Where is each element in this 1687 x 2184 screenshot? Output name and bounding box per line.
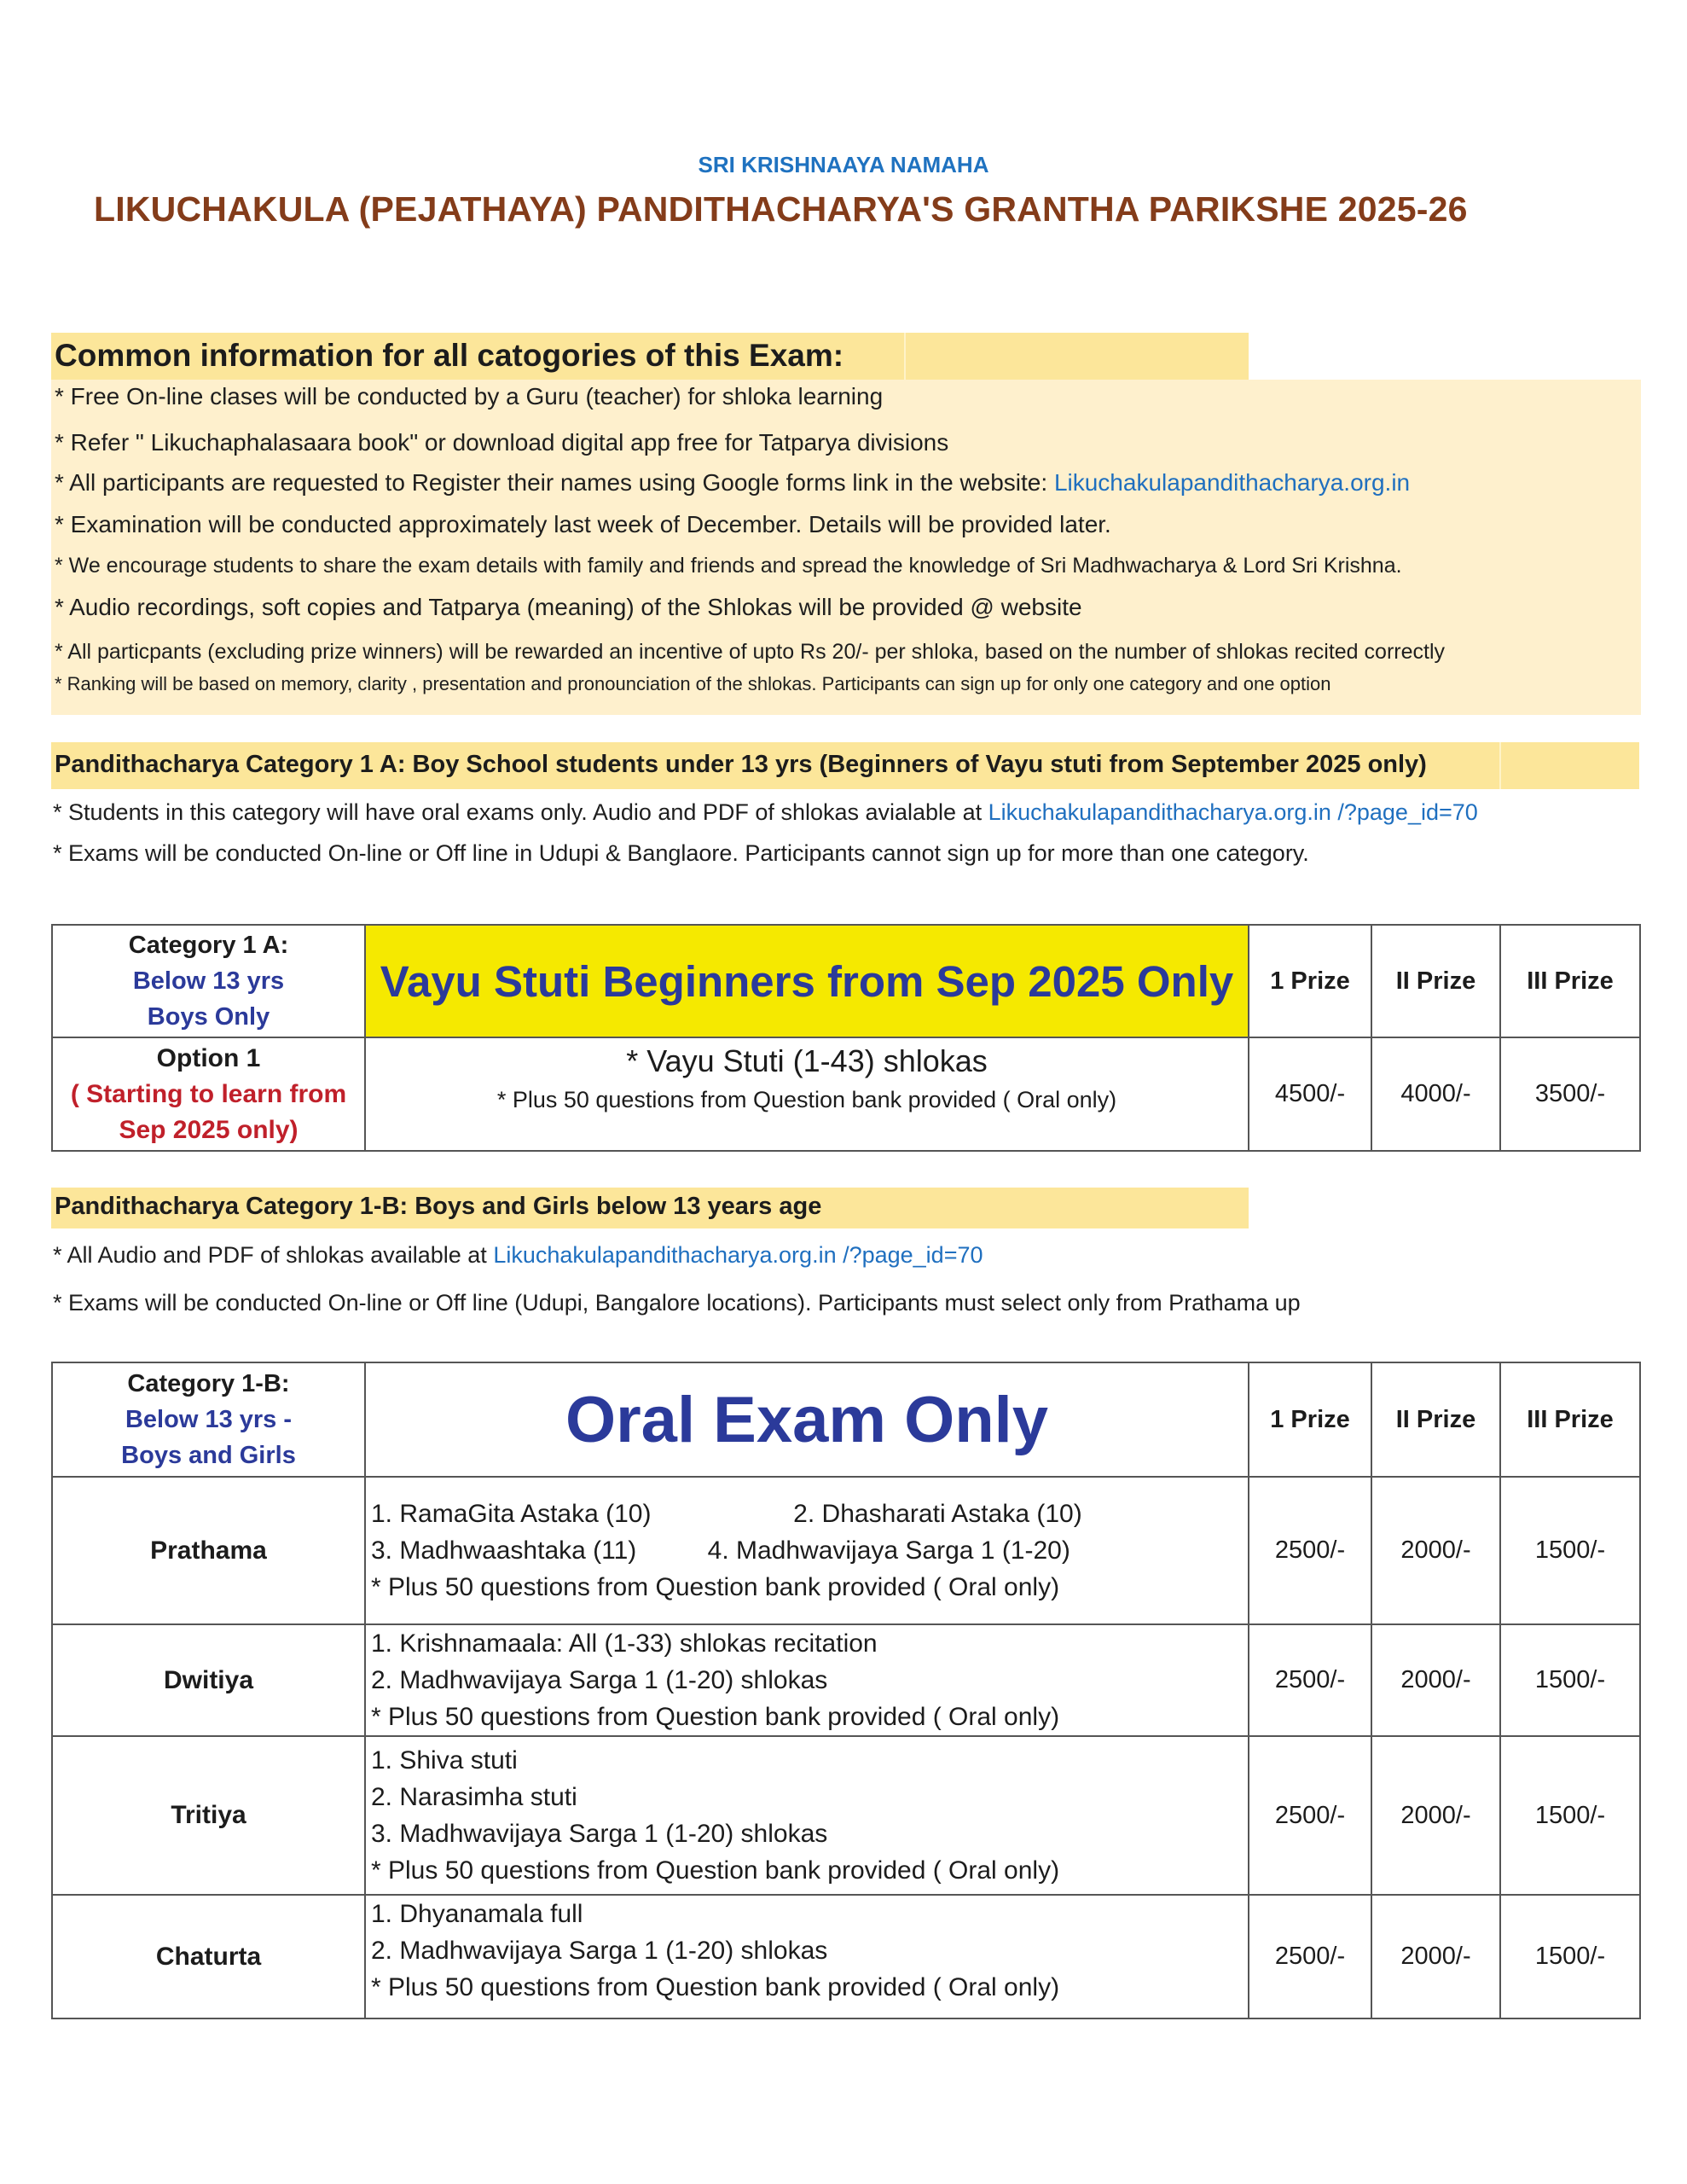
- category-1a-note: [53, 840, 1309, 867]
- level-name: Prathama: [52, 1477, 365, 1624]
- option-label: Option 1: [156, 1043, 261, 1072]
- info-item-text: * All particpants (excluding prize winners) will be rewarded an incentive of upto Rs 20/- per shloka, based on the number of shlokas recited correctly: [55, 640, 1445, 664]
- prize-value-3: 1500/-: [1500, 1736, 1640, 1895]
- prize-value-1: 4500/-: [1249, 1037, 1371, 1151]
- option-cell: [52, 1037, 365, 1151]
- content-cell: [365, 1624, 1249, 1736]
- category-label-cell: [52, 1362, 365, 1477]
- content-line: * Plus 50 questions from Question bank provided ( Oral only): [371, 1703, 1060, 1731]
- content-line: 1. Dhyanamala full: [371, 1900, 583, 1928]
- table-row: [52, 1037, 1640, 1151]
- prize-value-1: 2500/-: [1249, 1736, 1371, 1895]
- content-line: * Plus 50 questions from Question bank provided ( Oral only): [371, 1573, 1060, 1601]
- invocation-heading: SRI KRISHNAAYA NAMAHA: [698, 152, 989, 177]
- content-cell: [365, 1895, 1249, 2018]
- level-name: Tritiya: [52, 1736, 365, 1895]
- content-cell: [365, 1477, 1249, 1624]
- prize-value-1: 2500/-: [1249, 1895, 1371, 2018]
- category-1a-heading: Pandithacharya Category 1 A: Boy School students under 13 yrs (Beginners of Vayu stuti from September 2025 only): [55, 751, 1427, 778]
- info-item: [55, 383, 883, 410]
- content-cell: [365, 1736, 1249, 1895]
- page-title: LIKUCHAKULA (PEJATHAYA) PANDITHACHARYA'S GRANTHA PARIKSHE 2025-26: [94, 189, 1468, 229]
- note-text: * Exams will be conducted On-line or Off line in Udupi & Banglaore. Participants cannot sign up for more than one category.: [53, 840, 1309, 866]
- common-info-heading-bar: [51, 333, 1249, 380]
- category-1a-heading-bar: [51, 742, 1639, 789]
- category-1a-note: [53, 799, 1478, 826]
- gender-label: Boys Only: [147, 1003, 270, 1031]
- prize-header-3: III Prize: [1500, 925, 1640, 1037]
- prize-header-3: III Prize: [1500, 1362, 1640, 1477]
- info-item: [55, 673, 1330, 695]
- age-label: Below 13 yrs -: [125, 1406, 293, 1433]
- website-link[interactable]: Likuchakulapandithacharya.org.in: [1053, 469, 1411, 496]
- content-line: * Plus 50 questions from Question bank provided ( Oral only): [496, 1087, 1117, 1112]
- content-line: 2. Narasimha stuti: [371, 1783, 577, 1811]
- category-1b-table: [51, 1362, 1641, 2019]
- heading-bar-divider: [904, 333, 906, 380]
- info-item-text: * Ranking will be based on memory, clarity , presentation and pronounciation of the shlokas. Participants can sign up for only one category and one option: [55, 673, 1331, 694]
- info-item-text: * Examination will be conducted approximately last week of December. Details will be provided later.: [55, 511, 1111, 537]
- age-label: Below 13 yrs: [132, 967, 285, 995]
- option-note: ( Starting to learn from: [70, 1079, 347, 1108]
- info-item-text: * Free On-line clases will be conducted by a Guru (teacher) for shloka learning: [55, 383, 884, 410]
- prize-value-2: 2000/-: [1371, 1477, 1500, 1624]
- prize-value-2: 2000/-: [1371, 1736, 1500, 1895]
- banner-cell: [365, 925, 1249, 1037]
- common-info-heading: Common information for all catogories of this Exam:: [55, 338, 844, 373]
- note-text: * Students in this category will have oral exams only. Audio and PDF of shlokas avialable at: [53, 799, 988, 825]
- content-line: 2. Madhwavijaya Sarga 1 (1-20) shlokas: [371, 1937, 828, 1965]
- prize-value-1: 2500/-: [1249, 1477, 1371, 1624]
- prize-header-2: II Prize: [1371, 925, 1500, 1037]
- category-1b-note: [53, 1290, 1301, 1316]
- table-row: [52, 1477, 1640, 1624]
- prize-value-3: 1500/-: [1500, 1895, 1640, 2018]
- prize-header-2: II Prize: [1371, 1362, 1500, 1477]
- info-item-text: * Refer " Likuchaphalasaara book" or download digital app free for Tatparya divisions: [55, 429, 949, 456]
- prize-value-2: 4000/-: [1371, 1037, 1500, 1151]
- info-item-text: * Audio recordings, soft copies and Tatparya (meaning) of the Shlokas will be provided @ website: [55, 594, 1082, 620]
- content-line: 1. Shiva stuti: [371, 1746, 518, 1774]
- info-item: [55, 511, 1111, 538]
- level-name: Dwitiya: [52, 1624, 365, 1736]
- shloka-page-link[interactable]: Likuchakulapandithacharya.org.in /?page_id=70: [493, 1242, 983, 1268]
- content-line: * Vayu Stuti (1-43) shlokas: [626, 1043, 988, 1078]
- option-note: Sep 2025 only): [119, 1115, 299, 1144]
- category-label: Category 1 A:: [128, 932, 289, 959]
- content-line: 2. Madhwavijaya Sarga 1 (1-20) shlokas: [371, 1666, 828, 1694]
- table-row: [52, 1736, 1640, 1895]
- content-line: 3. Madhwavijaya Sarga 1 (1-20) shlokas: [371, 1820, 828, 1848]
- prize-value-3: 1500/-: [1500, 1624, 1640, 1736]
- prize-header-1: 1 Prize: [1249, 925, 1371, 1037]
- category-banner: Oral Exam Only: [565, 1383, 1049, 1456]
- prize-value-3: 3500/-: [1500, 1037, 1640, 1151]
- prize-value-1: 2500/-: [1249, 1624, 1371, 1736]
- content-line: * Plus 50 questions from Question bank provided ( Oral only): [371, 1973, 1060, 2001]
- category-label-cell: [52, 925, 365, 1037]
- table-row: [52, 1895, 1640, 2018]
- banner-cell: [365, 1362, 1249, 1477]
- table-header-row: [52, 1362, 1640, 1477]
- content-line: 1. RamaGita Astaka (10) 2. Dhasharati Astaka (10): [371, 1500, 1082, 1528]
- note-text: * Exams will be conducted On-line or Off line (Udupi, Bangalore locations). Participants must select only from Prathama up: [53, 1290, 1301, 1316]
- content-line: 3. Madhwaashtaka (11) 4. Madhwavijaya Sarga 1 (1-20): [371, 1536, 1070, 1565]
- gender-label: Boys and Girls: [121, 1442, 296, 1469]
- prize-value-2: 2000/-: [1371, 1624, 1500, 1736]
- prize-value-2: 2000/-: [1371, 1895, 1500, 2018]
- category-label: Category 1-B:: [127, 1370, 290, 1397]
- heading-bar-divider: [1499, 742, 1501, 789]
- info-item: [55, 640, 1445, 665]
- info-item: [55, 469, 1410, 497]
- content-line: * Plus 50 questions from Question bank provided ( Oral only): [371, 1856, 1060, 1885]
- category-1a-table: [51, 924, 1641, 1152]
- prize-header-1: 1 Prize: [1249, 1362, 1371, 1477]
- content-line: 1. Krishnamaala: All (1-33) shlokas recitation: [371, 1629, 878, 1658]
- category-1b-heading: Pandithacharya Category 1-B: Boys and Girls below 13 years age: [55, 1193, 822, 1220]
- info-item-text: * All participants are requested to Register their names using Google forms link in the website:: [55, 469, 1054, 496]
- common-info-box: [51, 380, 1641, 715]
- category-1b-note: [53, 1242, 983, 1269]
- info-item: [55, 554, 1402, 578]
- prize-value-3: 1500/-: [1500, 1477, 1640, 1624]
- table-row: [52, 1624, 1640, 1736]
- content-cell: [365, 1037, 1249, 1151]
- table-header-row: [52, 925, 1640, 1037]
- info-item: [55, 594, 1082, 621]
- info-item: [55, 429, 948, 456]
- category-banner: Vayu Stuti Beginners from Sep 2025 Only: [380, 956, 1234, 1006]
- shloka-page-link[interactable]: Likuchakulapandithacharya.org.in /?page_id=70: [988, 799, 1478, 825]
- category-1b-heading-bar: [51, 1188, 1249, 1228]
- level-name: Chaturta: [52, 1895, 365, 2018]
- note-text: * All Audio and PDF of shlokas available at: [53, 1242, 494, 1268]
- info-item-text: * We encourage students to share the exam details with family and friends and spread the knowledge of Sri Madhwacharya & Lord Sri Krishna.: [55, 554, 1402, 578]
